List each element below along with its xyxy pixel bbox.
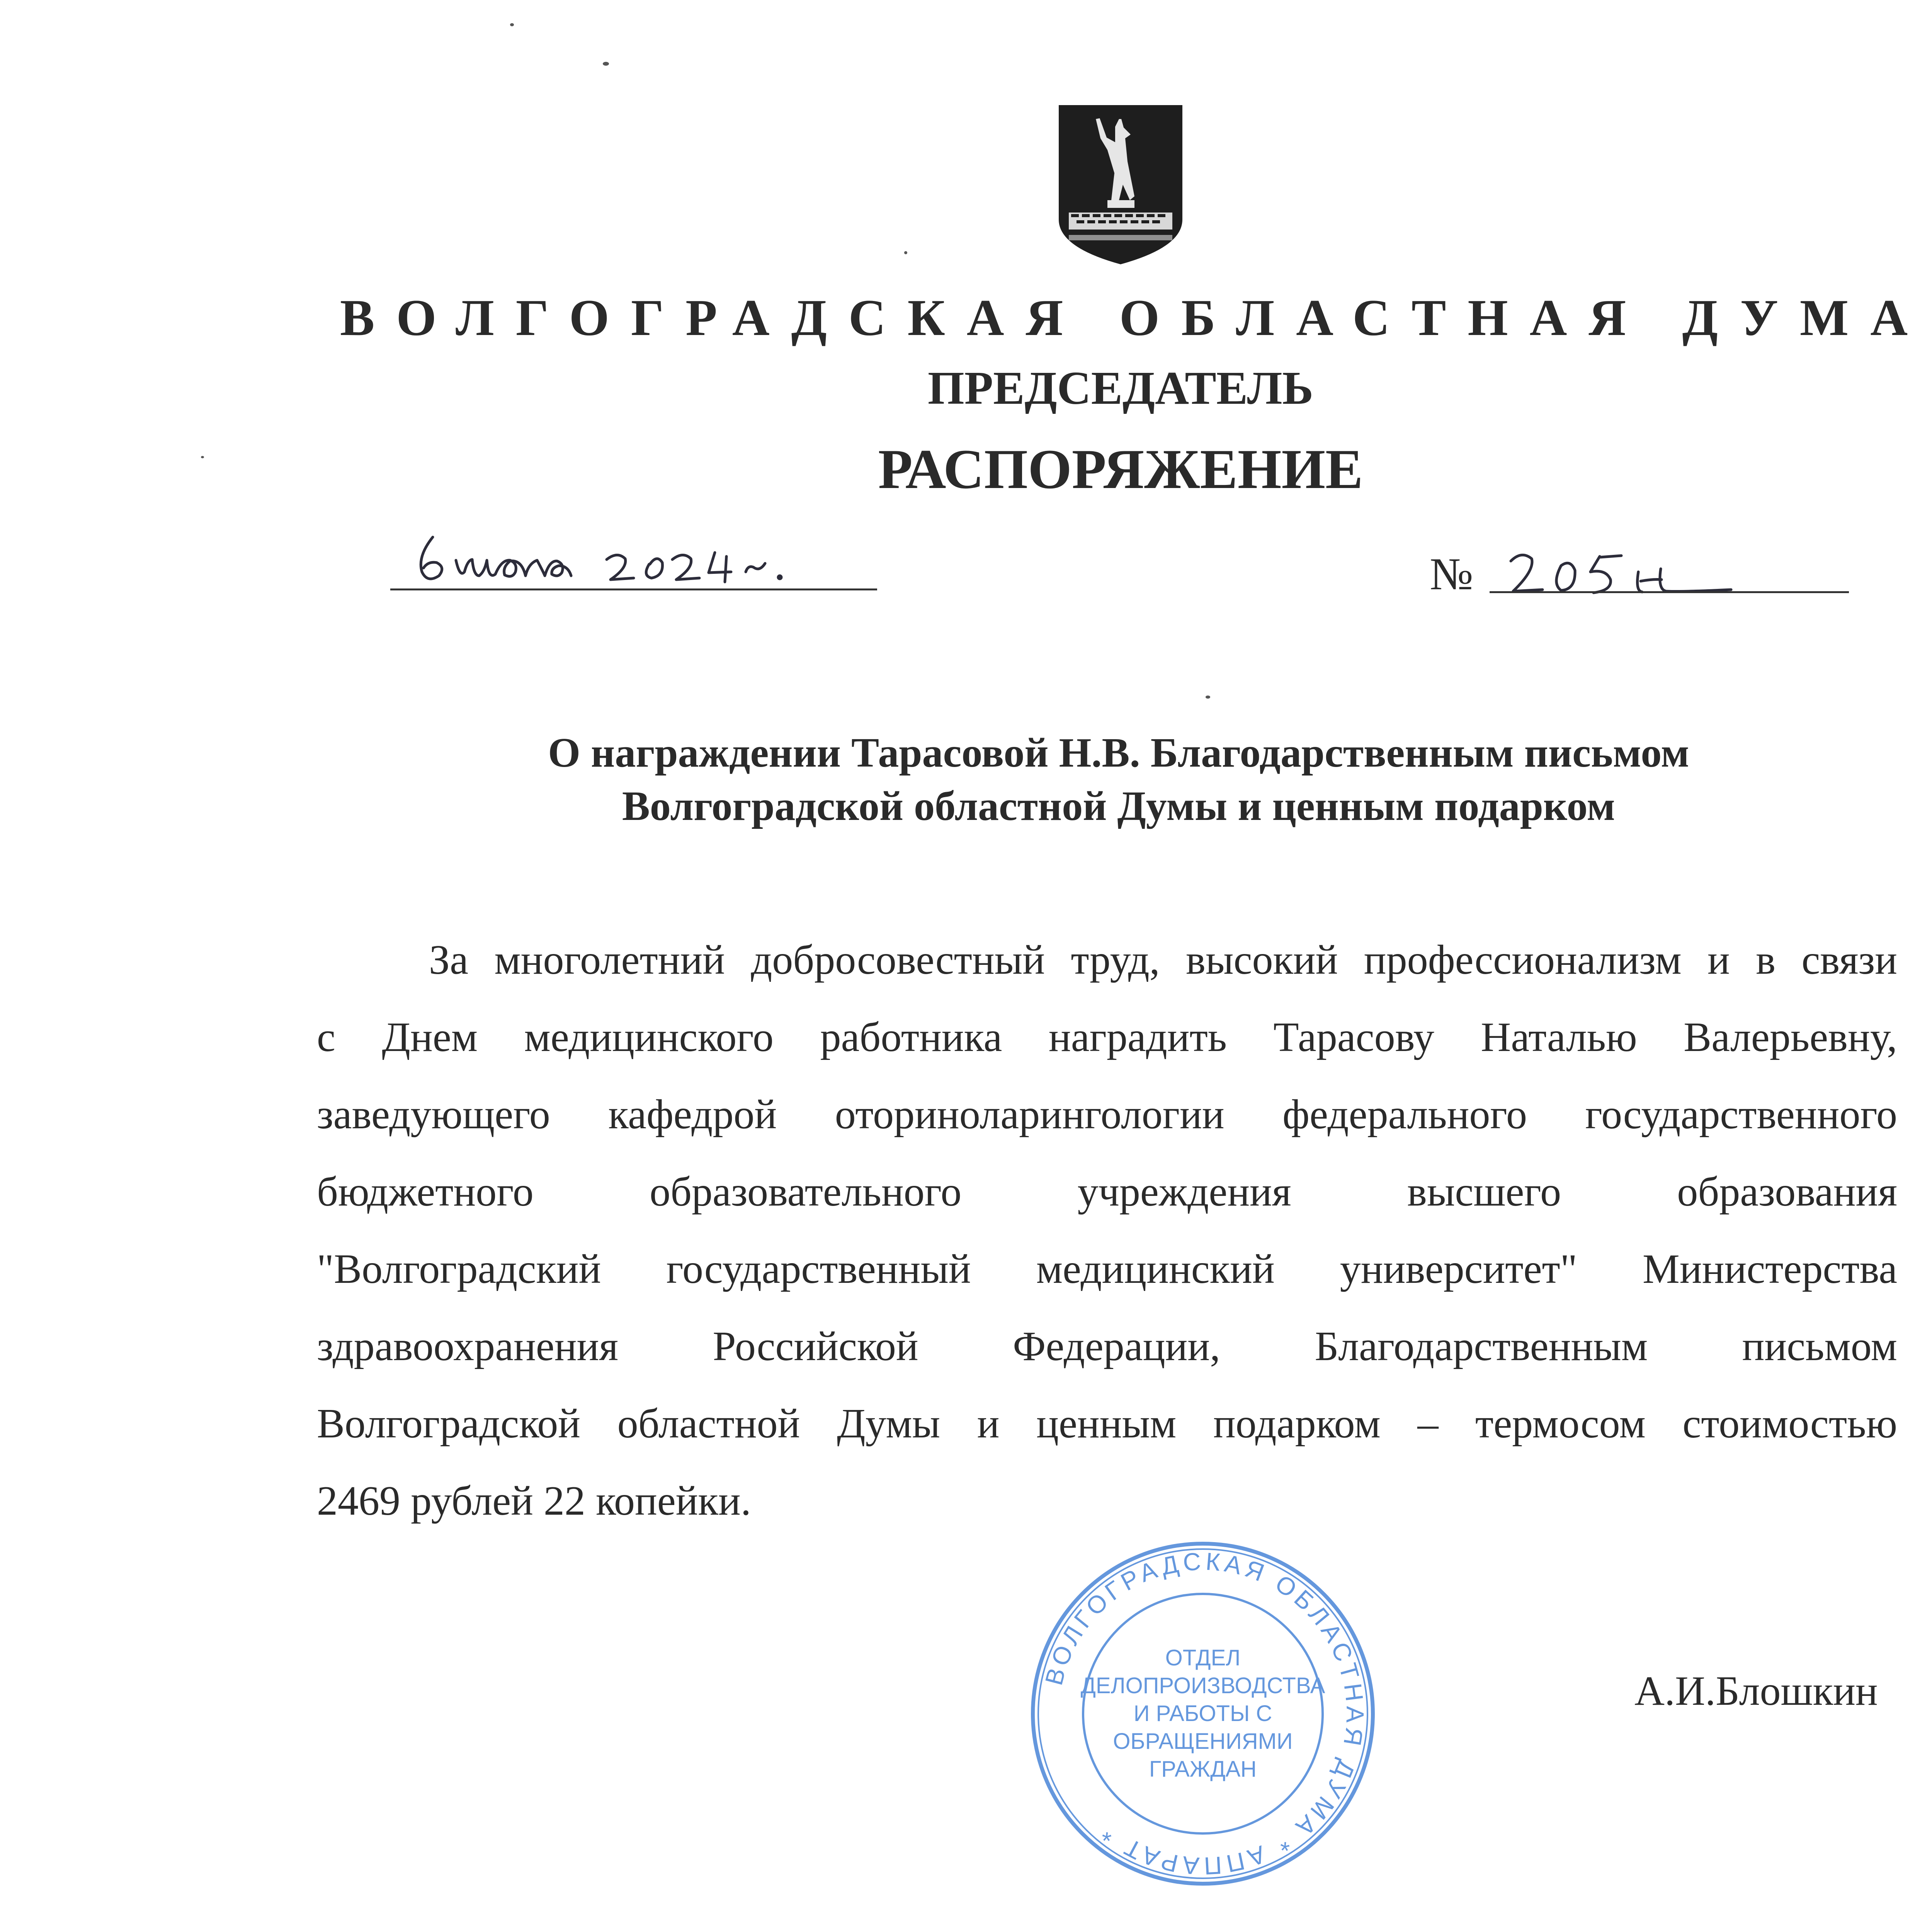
stamp-inner-line: И РАБОТЫ С: [1133, 1701, 1272, 1726]
stamp-outer-text: ВОЛГОГРАДСКАЯ ОБЛАСТНАЯ ДУМА * АППАРАТ *: [1039, 1547, 1369, 1880]
number-sign: №: [1430, 549, 1473, 599]
body-line: "Волгоградский государственный медицинский университет" Министерства: [317, 1246, 1897, 1292]
stamp-inner-line: ОБРАЩЕНИЯМИ: [1113, 1729, 1293, 1754]
stamp-inner-line: ОТДЕЛ: [1165, 1645, 1241, 1670]
body-line: здравоохранения Российской Федерации, Благодарственным письмом: [317, 1323, 1897, 1369]
scan-speck: [1206, 696, 1210, 699]
scan-speck: [603, 62, 609, 66]
document-subject: [321, 726, 1917, 833]
body-line: 2469 рублей 22 копейки.: [317, 1478, 751, 1524]
body-line: с Днем медицинского работника наградить Тарасову Наталью Валерьевну,: [317, 1014, 1897, 1060]
signatory-name: А.И.Блошкин: [1634, 1668, 1878, 1714]
subject-line: Волгоградской областной Думы и ценным подарком: [622, 783, 1616, 829]
official-stamp: [1023, 1534, 1383, 1893]
number-underline: [1490, 591, 1849, 593]
subject-line: О награждении Тарасовой Н.В. Благодарственным письмом: [548, 730, 1689, 776]
handwritten-date: [406, 514, 900, 591]
organization-title: ВОЛГОГРАДСКАЯ ОБЛАСТНАЯ ДУМА: [340, 289, 1930, 346]
document-type-title: РАСПОРЯЖЕНИЕ: [878, 438, 1363, 500]
scan-speck: [201, 456, 204, 458]
stamp-inner-line: ГРАЖДАН: [1149, 1757, 1257, 1782]
body-paragraph: [317, 922, 1897, 1540]
body-line: Волгоградской областной Думы и ценным подарком – термосом стоимостью: [317, 1401, 1897, 1447]
body-line: заведующего кафедрой оториноларингологии федерального государственного: [317, 1092, 1897, 1138]
coat-of-arms-icon: [1057, 104, 1184, 266]
body-line: бюджетного образовательного учреждения высшего образования: [317, 1169, 1897, 1215]
scan-speck: [510, 23, 514, 26]
date-underline: [390, 588, 877, 590]
body-line: За многолетний добросовестный труд, высокий профессионализм и в связи: [429, 937, 1897, 983]
scan-speck: [904, 251, 907, 254]
position-title: ПРЕДСЕДАТЕЛЬ: [927, 362, 1314, 414]
stamp-inner-line: ДЕЛОПРОИЗВОДСТВА: [1080, 1673, 1325, 1698]
